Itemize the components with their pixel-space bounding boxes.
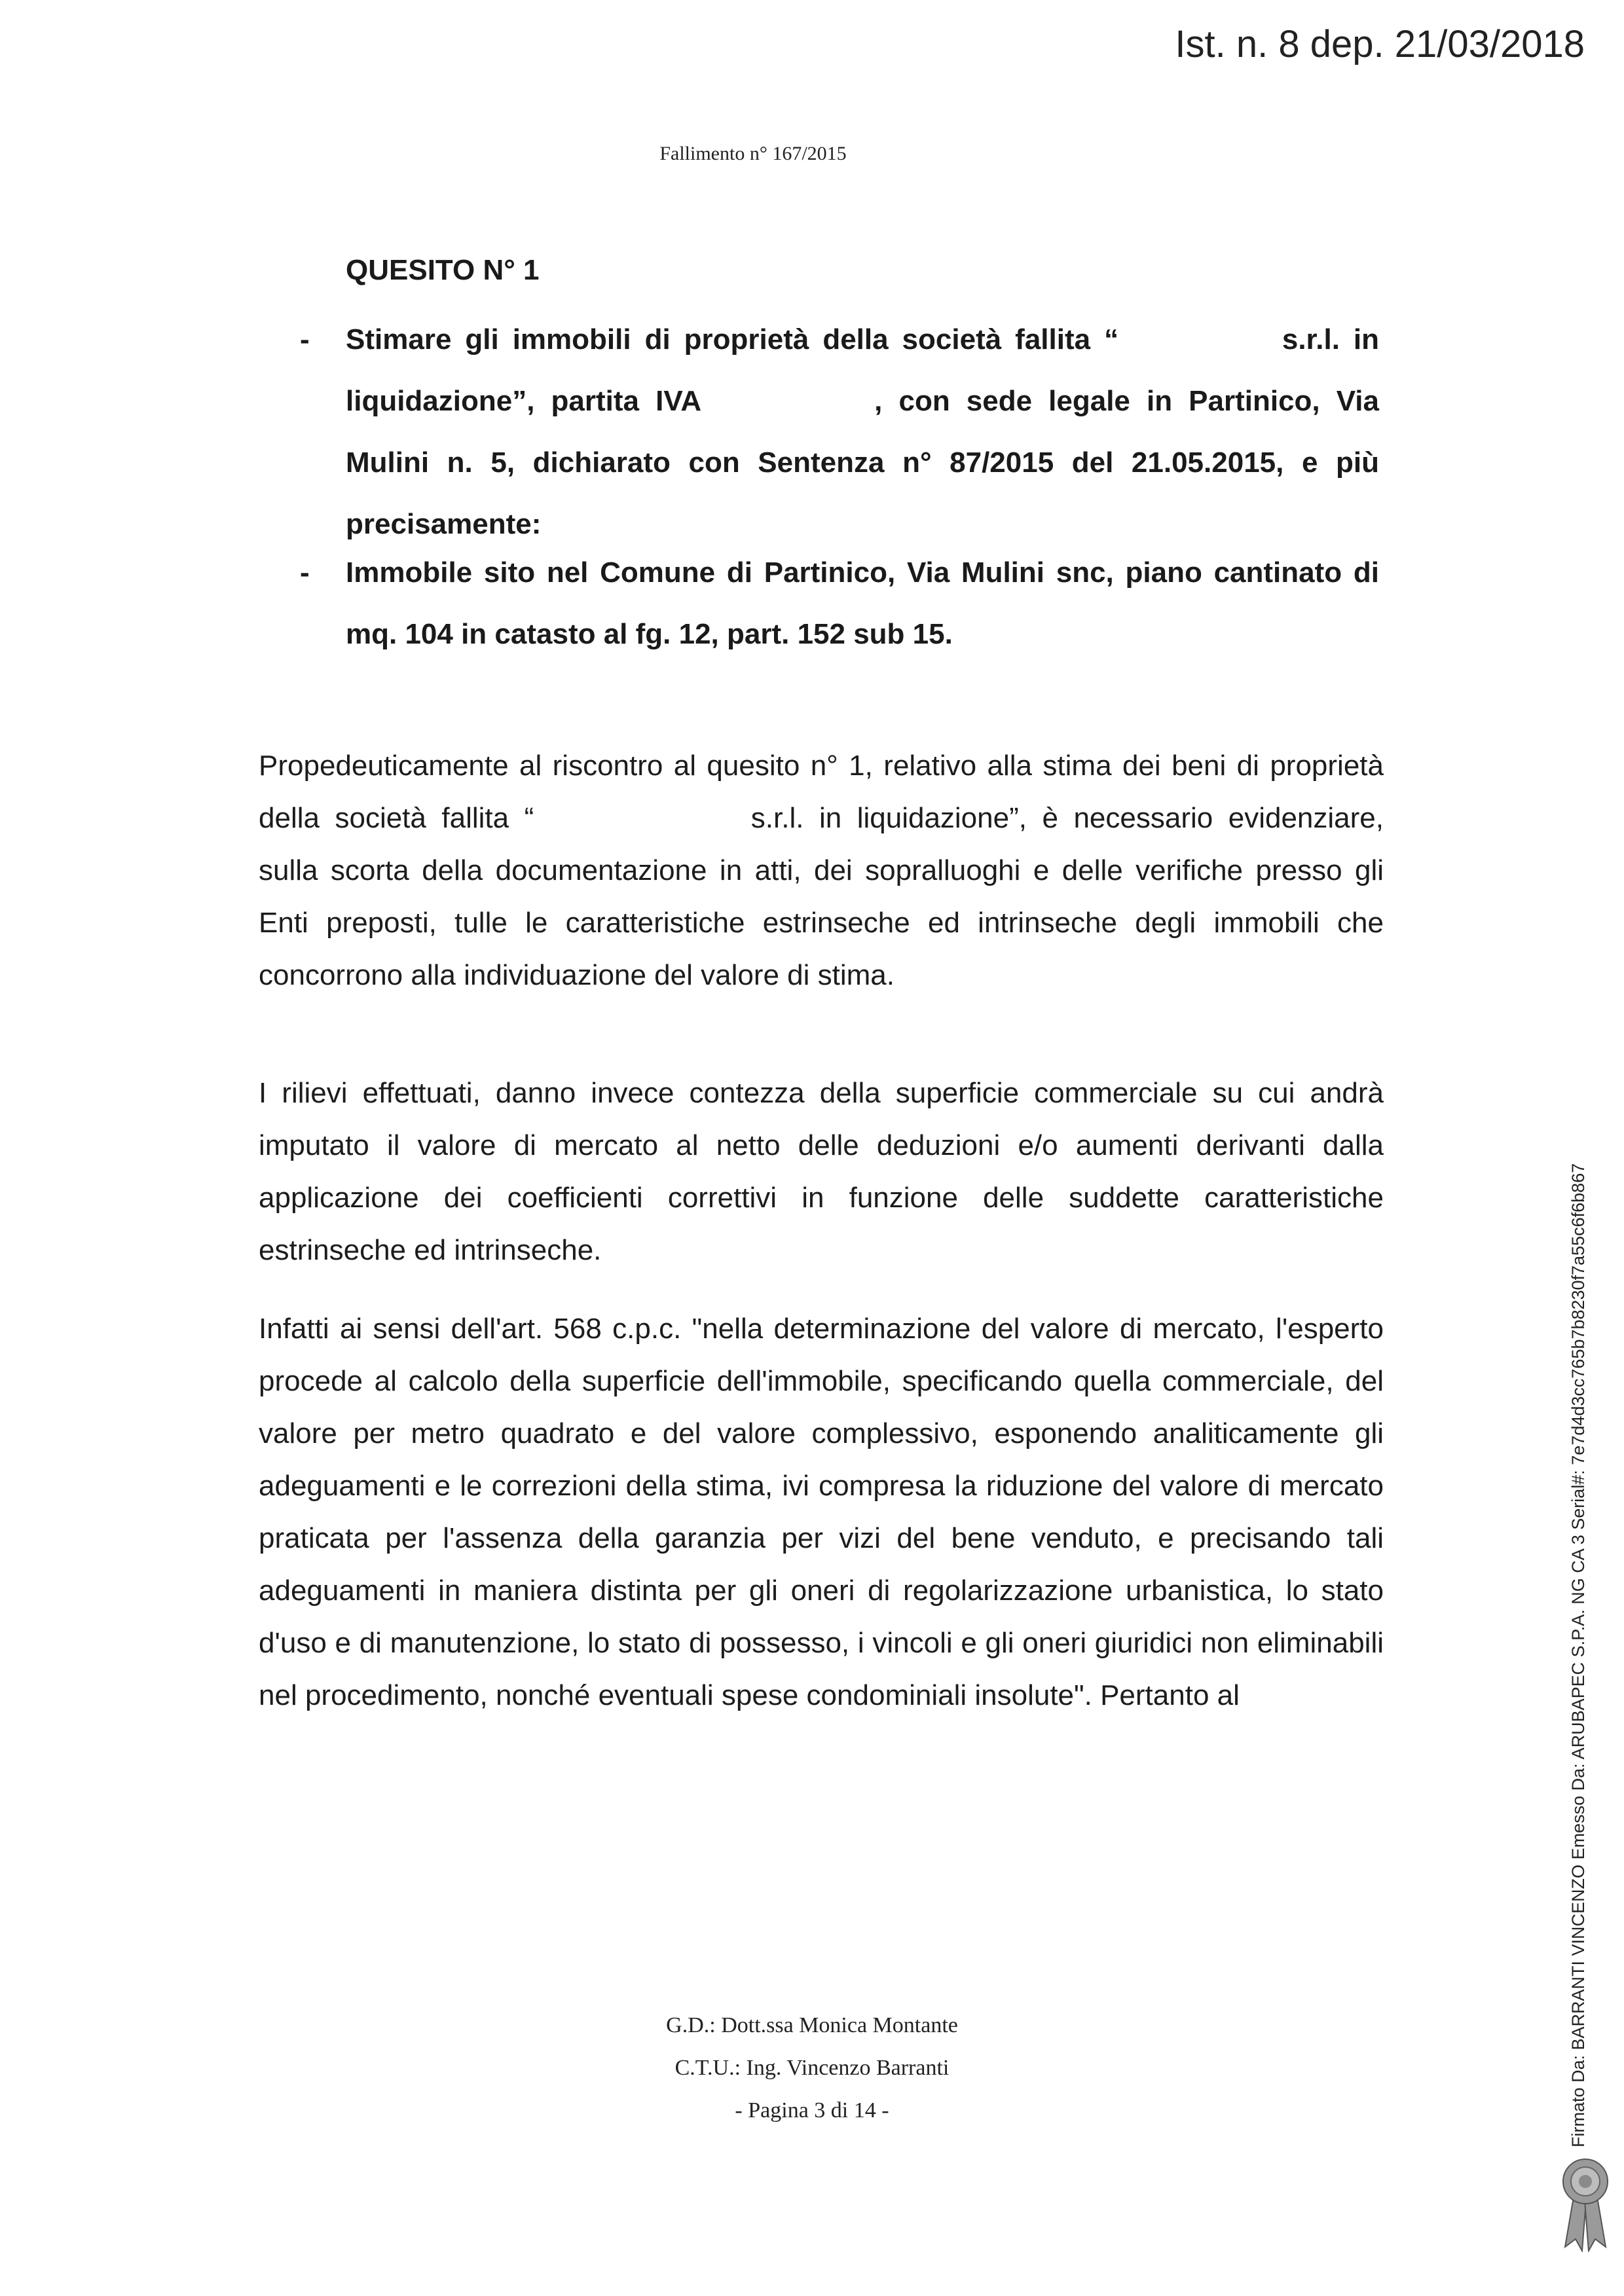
bullet-dash: -: [300, 323, 310, 355]
page-header: Fallimento n° 167/2015: [659, 143, 847, 164]
body-paragraph-1: Propedeuticamente al riscontro al quesito n° 1, relativo alla stima dei beni di proprietà della società fallita “ s.r.l. in liquidazione”, è necessario evidenziare, sulla scorta della documentazione in atti, dei sopralluoghi e delle verifiche presso gli Enti preposti, tulle le caratteristiche estrinseche ed intrinseche degli immobili che concorrono alla individuazione del valore di stima.: [259, 750, 1384, 991]
bullet-dash: -: [300, 556, 310, 589]
quesito-bullet-2-text: Immobile sito nel Comune di Partinico, Via Mulini snc, piano cantinato di mq. 104 in catasto al fg. 12, part. 152 sub 15.: [346, 556, 1379, 650]
deposit-stamp: Ist. n. 8 dep. 21/03/2018: [1175, 23, 1585, 65]
seal-ribbon-icon: [1557, 2155, 1614, 2252]
digital-signature-text: Firmato Da: BARRANTI VINCENZO Emesso Da: ARUBAPEC S.P.A. NG CA 3 Serial#: 7e7d4d3cc765b7b8230f7a55c6f6b867: [1568, 1163, 1588, 2147]
quesito-title: QUESITO N° 1: [346, 254, 540, 286]
footer-gd: G.D.: Dott.ssa Monica Montante: [666, 2013, 958, 2037]
body-paragraph-3: Infatti ai sensi dell'art. 568 c.p.c. "nella determinazione del valore di mercato, l'esperto procede al calcolo della superficie dell'immobile, specificando quella commerciale, del valore per metro quadrato e del valore complessivo, esponendo analiticamente gli adeguamenti e le correzioni della stima, ivi compresa la riduzione del valore di mercato praticata per l'assenza della garanzia per vizi del bene venduto, e precisando tali adeguamenti in maniera distinta per gli oneri di regolarizzazione urbanistica, lo stato d'uso e di manutenzione, lo stato di possesso, i vincoli e gli oneri giuridici non eliminabili nel procedimento, nonché eventuali spese condominiali insolute". Pertanto al: [259, 1313, 1384, 1711]
footer-page-number: - Pagina 3 di 14 -: [735, 2098, 889, 2123]
body-paragraph-2: I rilievi effettuati, danno invece contezza della superficie commerciale su cui andrà imputato il valore di mercato al netto delle deduzioni e/o aumenti derivanti dalla applicazione dei coefficienti correttivi in funzione delle suddette caratteristiche estrinseche ed intrinseche.: [259, 1077, 1384, 1266]
footer-ctu: C.T.U.: Ing. Vincenzo Barranti: [674, 2056, 950, 2080]
quesito-bullet-2: [300, 542, 1379, 665]
quesito-bullet-1: [300, 309, 1379, 555]
quesito-bullet-1-text: Stimare gli immobili di proprietà della società fallita “ s.r.l. in liquidazione”, partita IVA , con sede legale in Partinico, Via Mulini n. 5, dichiarato con Sentenza n° 87/2015 del 21.05.2015, e più precisamente:: [346, 323, 1379, 540]
